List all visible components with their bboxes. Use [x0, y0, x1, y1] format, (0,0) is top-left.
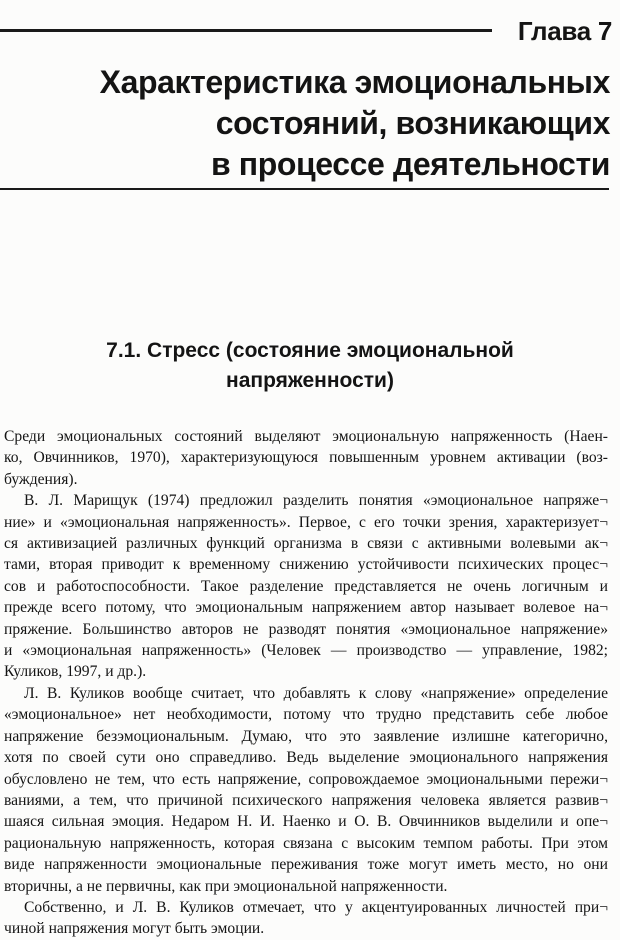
text-line: шаяся сильная эмоция. Недаром Н. И. Наенко и О. В. Овчинников выделили и опе¬	[4, 813, 608, 831]
text-line: Среди эмоциональных состояний выделяют эмоциональную напряженность (Наен-	[4, 428, 608, 445]
text-line: виде напряженности эмоциональные переживания тоже могут иметь место, но они	[4, 856, 608, 874]
text-line: ваниями, а тем, что причиной психического напряжения человека является развив¬	[4, 791, 608, 809]
text-line: напряжение безэмоциональным. Думаю, что это заявление излишне категорично,	[4, 727, 608, 745]
text-line: хотя по своей сути оно справедливо. Ведь выделение эмоционального напряжения	[4, 749, 608, 767]
text-line: Куликов, 1997, и др.).	[4, 663, 147, 681]
paragraph	[4, 426, 608, 490]
text-line: ся активизацией различных функций организма в связи с активными волевыми ак¬	[4, 535, 608, 553]
text-line: сов и работоспособности. Такое разделение представляется не очень логичным и	[4, 577, 608, 595]
chapter-title-line: состояний, возникающих	[215, 105, 610, 141]
body-text	[4, 426, 608, 940]
text-line: тами, вторая приводит к временному снижению устойчивости психических процес¬	[4, 556, 608, 574]
text-line: вторичны, а не первичны, как при эмоциональной напряженности.	[4, 877, 448, 895]
text-line: В. Л. Марищук (1974) предложил разделить понятия «эмоциональное напряже¬	[24, 492, 608, 510]
paragraph	[4, 897, 608, 940]
chapter-title-line: Характеристика эмоциональных	[99, 64, 610, 100]
paragraph	[4, 490, 608, 683]
text-line: Л. В. Куликов вообще считает, что добавлять к слову «напряжение» определение	[24, 684, 608, 702]
chapter-title	[0, 62, 610, 185]
text-line: буждения).	[4, 470, 78, 488]
text-line: обусловлено не тем, что есть напряжение, сопровождаемое эмоциональными пережи¬	[4, 770, 608, 788]
chapter-label: Глава 7	[517, 16, 612, 46]
title-rule	[0, 188, 609, 190]
text-line: прежде всего потому, что эмоциональным напряжением автор называет волевое на¬	[4, 599, 608, 617]
text-line: ко, Овчинников, 1970), характеризующуюся повышенным уровнем активации (воз-	[4, 449, 608, 467]
text-line: пряжение. Большинство авторов не разводят понятия «эмоциональное напряжение»	[4, 620, 608, 638]
text-line: «эмоциональное» нет необходимости, потому что трудно представить себе любое	[4, 706, 608, 724]
text-line: и «эмоциональная напряженность» (Человек — производство — управление, 1982;	[4, 642, 608, 660]
chapter-title-line: в процессе деятельности	[211, 146, 610, 182]
text-line: рациональную напряженность, которая связана с высоким темпом работы. При этом	[4, 834, 608, 852]
text-line: ние» и «эмоциональная напряженность». Первое, с его точки зрения, характеризует¬	[4, 513, 608, 531]
text-line: чиной напряжения могут быть эмоции.	[4, 920, 265, 938]
chapter-header	[0, 16, 620, 50]
paragraph	[4, 683, 608, 897]
text-line: Собственно, и Л. В. Куликов отмечает, что у акцентуированных личностей при¬	[24, 898, 608, 916]
chapter-rule	[0, 29, 492, 32]
section-heading	[0, 336, 620, 396]
section-heading-line: 7.1. Стресс (состояние эмоциональной	[106, 339, 514, 362]
section-heading-line: напряженности)	[226, 369, 394, 392]
